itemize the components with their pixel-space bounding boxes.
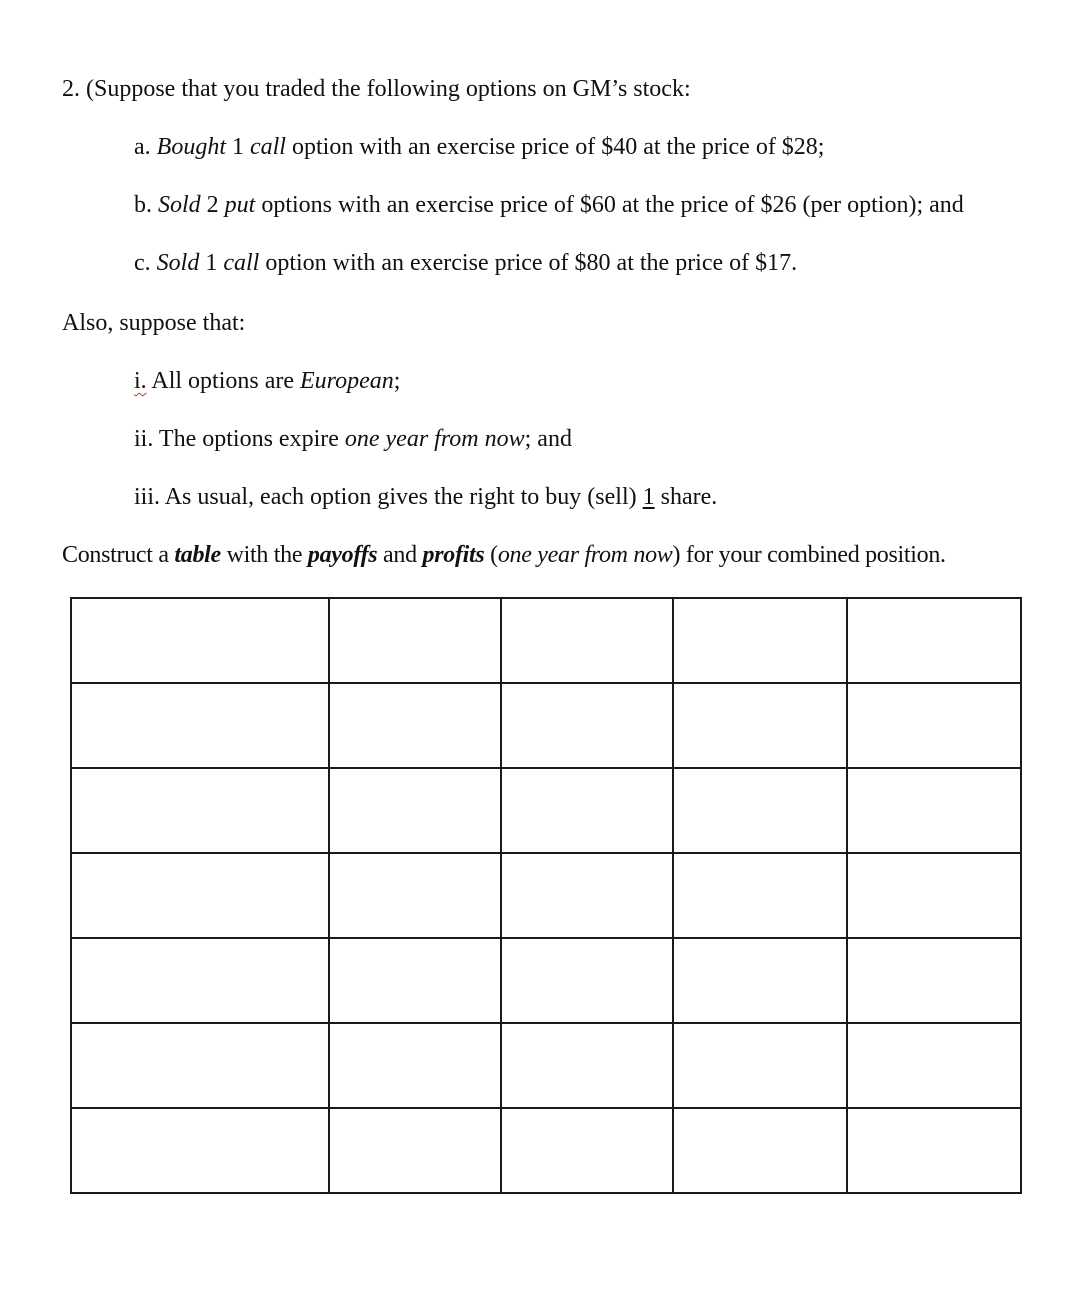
table-cell[interactable] (673, 598, 847, 683)
table-cell[interactable] (847, 938, 1021, 1023)
table-cell[interactable] (71, 768, 329, 853)
trade-text: option with an exercise price of $80 at the price of $17. (265, 250, 798, 276)
trade-quantity: 1 (205, 250, 218, 276)
table-cell[interactable] (329, 938, 501, 1023)
table-cell[interactable] (673, 683, 847, 768)
answer-table (70, 597, 1022, 1194)
trade-label: b. (134, 192, 152, 218)
trade-label: a. (134, 134, 151, 160)
instruction-emphasis-time: one year from now (497, 542, 673, 568)
table-row (71, 1023, 1021, 1108)
table-cell[interactable] (329, 768, 501, 853)
condition-text: All options are (151, 368, 294, 394)
table-cell[interactable] (501, 853, 673, 938)
also-heading: Also, suppose that: (62, 310, 246, 336)
trade-item-b (134, 190, 964, 220)
table-cell[interactable] (71, 598, 329, 683)
trade-type: call (223, 250, 260, 276)
condition-label: i. (134, 368, 147, 394)
trade-action: Bought (156, 134, 226, 160)
instruction-emphasis-table: table (174, 542, 221, 568)
table-cell[interactable] (329, 683, 501, 768)
table-cell[interactable] (847, 598, 1021, 683)
table-cell[interactable] (847, 768, 1021, 853)
table-row (71, 1108, 1021, 1193)
table-cell[interactable] (847, 683, 1021, 768)
table-row (71, 768, 1021, 853)
table-cell[interactable] (71, 938, 329, 1023)
condition-emphasis: one year from now (344, 426, 525, 452)
instruction-text: Construct a (62, 542, 169, 568)
table-cell[interactable] (847, 1108, 1021, 1193)
table-cell[interactable] (501, 1108, 673, 1193)
condition-suffix: ; (393, 368, 401, 394)
table-cell[interactable] (501, 683, 673, 768)
table-cell[interactable] (501, 598, 673, 683)
instruction-text: ) for your combined position. (672, 542, 946, 568)
trade-item-a (134, 132, 824, 162)
condition-iii (134, 482, 717, 512)
condition-suffix: ; and (524, 426, 572, 452)
table-cell[interactable] (71, 853, 329, 938)
table-row (71, 938, 1021, 1023)
condition-ii (134, 424, 572, 454)
condition-text: As usual, each option gives the right to buy (sell) (164, 484, 637, 510)
table-cell[interactable] (673, 938, 847, 1023)
trade-type: put (224, 192, 256, 218)
table-cell[interactable] (673, 1023, 847, 1108)
instruction-text: and (383, 542, 417, 568)
trade-action: Sold (158, 192, 201, 218)
table-cell[interactable] (329, 1108, 501, 1193)
condition-underlined-number: 1 (642, 484, 655, 510)
table-cell[interactable] (71, 1023, 329, 1108)
table-row (71, 853, 1021, 938)
table-cell[interactable] (329, 598, 501, 683)
instruction-text: with the (226, 542, 303, 568)
trade-quantity: 1 (231, 134, 244, 160)
condition-i (134, 366, 400, 396)
table-cell[interactable] (847, 853, 1021, 938)
trade-text: options with an exercise price of $60 at the price of $26 (per option); and (261, 192, 964, 218)
trade-text: option with an exercise price of $40 at the price of $28; (291, 134, 825, 160)
instruction (62, 540, 946, 570)
table-row (71, 598, 1021, 683)
question-intro: (Suppose that you traded the following options on GM’s stock: (86, 76, 691, 102)
trade-type: call (249, 134, 286, 160)
condition-text: The options expire (158, 426, 339, 452)
trade-label: c. (134, 250, 151, 276)
table-cell[interactable] (847, 1023, 1021, 1108)
table-row (71, 683, 1021, 768)
trade-item-c (134, 248, 797, 278)
table-cell[interactable] (673, 1108, 847, 1193)
condition-label: ii. (134, 426, 154, 452)
table-cell[interactable] (501, 1023, 673, 1108)
table-cell[interactable] (673, 853, 847, 938)
trade-quantity: 2 (206, 192, 219, 218)
table-cell[interactable] (71, 1108, 329, 1193)
condition-suffix: share. (660, 484, 718, 510)
instruction-text: ( (490, 542, 498, 568)
table-cell[interactable] (329, 1023, 501, 1108)
condition-label: iii. (134, 484, 161, 510)
table-cell[interactable] (71, 683, 329, 768)
instruction-emphasis-payoffs: payoffs (307, 542, 378, 568)
table-cell[interactable] (501, 768, 673, 853)
table-cell[interactable] (673, 768, 847, 853)
trade-action: Sold (156, 250, 200, 276)
instruction-emphasis-profits: profits (422, 542, 485, 568)
question-number: 2. (62, 76, 80, 102)
condition-emphasis: European (300, 368, 394, 394)
question-title (62, 74, 691, 104)
table-cell[interactable] (501, 938, 673, 1023)
table-cell[interactable] (329, 853, 501, 938)
